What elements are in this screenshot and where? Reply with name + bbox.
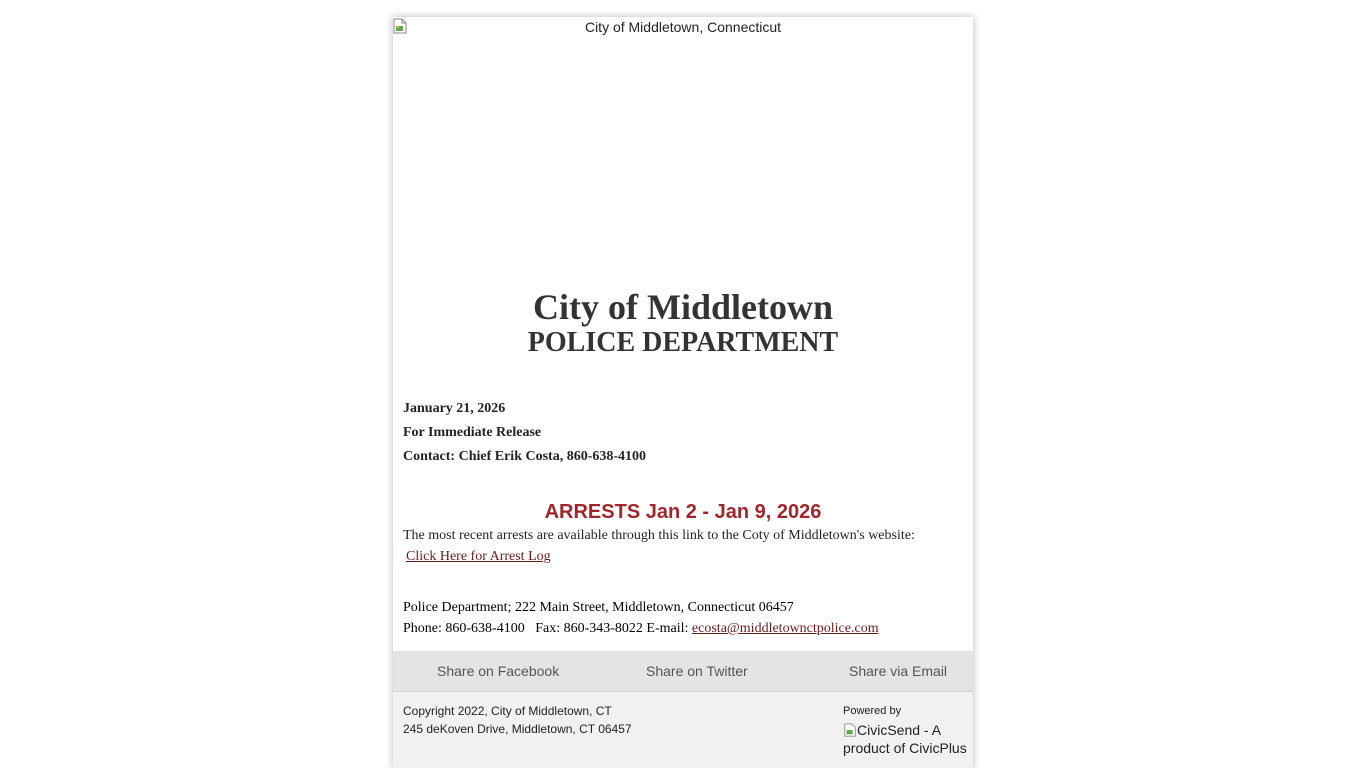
footer bbox=[393, 692, 973, 768]
civicsend-logo-link[interactable] bbox=[843, 721, 968, 757]
arrest-log-link-line bbox=[393, 546, 973, 568]
footer-powered-by bbox=[843, 703, 968, 757]
share-twitter-link[interactable]: Share on Twitter bbox=[646, 663, 748, 679]
address-line: Police Department; 222 Main Street, Middletown, Connecticut 06457 bbox=[403, 600, 794, 615]
footer-address: 245 deKoven Drive, Middletown, CT 06457 bbox=[403, 722, 632, 736]
release-meta bbox=[393, 397, 973, 469]
org-subtitle: POLICE DEPARTMENT bbox=[527, 327, 839, 358]
header-image bbox=[393, 17, 973, 279]
article-headline: ARRESTS Jan 2 - Jan 9, 2026 bbox=[544, 501, 822, 523]
share-facebook-link[interactable]: Share on Facebook bbox=[437, 663, 560, 679]
broken-image-icon bbox=[843, 723, 857, 737]
article-intro: The most recent arrests are available through this link to the Coty of Middletown's website: bbox=[403, 528, 915, 543]
org-title: City of Middletown bbox=[533, 287, 833, 327]
org-heading bbox=[393, 287, 973, 359]
share-email-link[interactable]: Share via Email bbox=[849, 663, 948, 679]
share-bar bbox=[393, 651, 973, 692]
arrest-log-link[interactable]: Click Here for Arrest Log bbox=[406, 549, 551, 564]
phone-fax-text: Phone: 860-638-4100 Fax: 860-343-8022 E-mail: bbox=[403, 621, 692, 636]
release-date: January 21, 2026 bbox=[403, 401, 506, 416]
department-address bbox=[393, 597, 973, 639]
email-link[interactable]: ecosta@middletownctpolice.com bbox=[691, 621, 879, 636]
email-container bbox=[393, 17, 973, 768]
footer-copyright: Copyright 2022, City of Middletown, CT bbox=[403, 704, 612, 718]
header-image-alt-text: City of Middletown, Connecticut bbox=[584, 19, 782, 35]
release-status: For Immediate Release bbox=[403, 425, 542, 440]
release-contact: Contact: Chief Erik Costa, 860-638-4100 bbox=[403, 449, 647, 464]
footer-info bbox=[403, 702, 632, 738]
powered-by-label: Powered by bbox=[843, 705, 902, 717]
civicsend-alt-text: CivicSend - A product of CivicPlus bbox=[843, 722, 967, 756]
contact-line bbox=[403, 618, 963, 639]
